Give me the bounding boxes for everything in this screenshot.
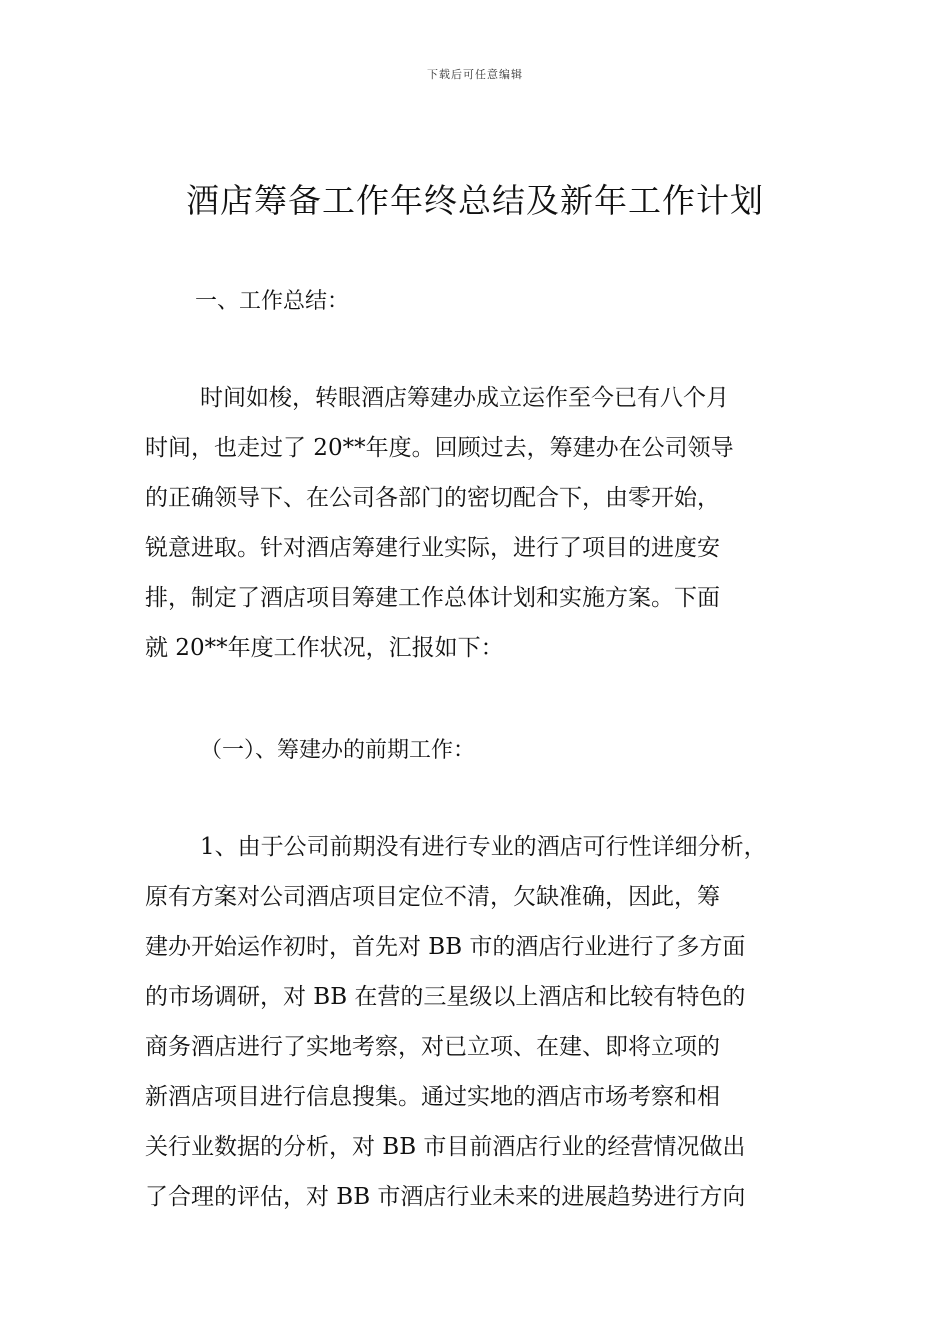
paragraph2-line: 商务酒店进行了实地考察，对已立项、在建、即将立项的: [145, 1034, 720, 1060]
header-note: 下载后可任意编辑: [427, 68, 523, 81]
paragraph2-line: 1、由于公司前期没有进行专业的酒店可行性详细分析，: [200, 834, 767, 860]
section-heading: 一、工作总结：: [195, 289, 350, 314]
paragraph2-line: 原有方案对公司酒店项目定位不清，欠缺准确，因此，筹: [145, 884, 720, 910]
paragraph2-line: 的市场调研，对 BB 在营的三星级以上酒店和比较有特色的: [145, 984, 746, 1010]
document-title: 酒店筹备工作年终总结及新年工作计划: [186, 181, 764, 220]
paragraph1-line: 的正确领导下、在公司各部门的密切配合下，由零开始，: [145, 485, 720, 511]
paragraph2-line: 关行业数据的分析，对 BB 市目前酒店行业的经营情况做出: [145, 1134, 746, 1160]
paragraph2-line: 了合理的评估，对 BB 市酒店行业未来的进展趋势进行方向: [145, 1184, 746, 1210]
paragraph1-line: 排，制定了酒店项目筹建工作总体计划和实施方案。下面: [145, 585, 720, 611]
paragraph1-line: 时间如梭，转眼酒店筹建办成立运作至今已有八个月: [200, 385, 729, 411]
paragraph2-line: 建办开始运作初时，首先对 BB 市的酒店行业进行了多方面: [145, 934, 746, 960]
sub-heading: （一）、筹建办的前期工作：: [200, 738, 476, 763]
paragraph1-line: 锐意进取。针对酒店筹建行业实际，进行了项目的进度安: [145, 535, 720, 561]
paragraph1-line: 就 20**年度工作状况，汇报如下：: [145, 635, 504, 661]
paragraph2-line: 新酒店项目进行信息搜集。通过实地的酒店市场考察和相: [145, 1084, 720, 1110]
paragraph1-line: 时间，也走过了 20**年度。回顾过去，筹建办在公司领导: [145, 435, 734, 461]
